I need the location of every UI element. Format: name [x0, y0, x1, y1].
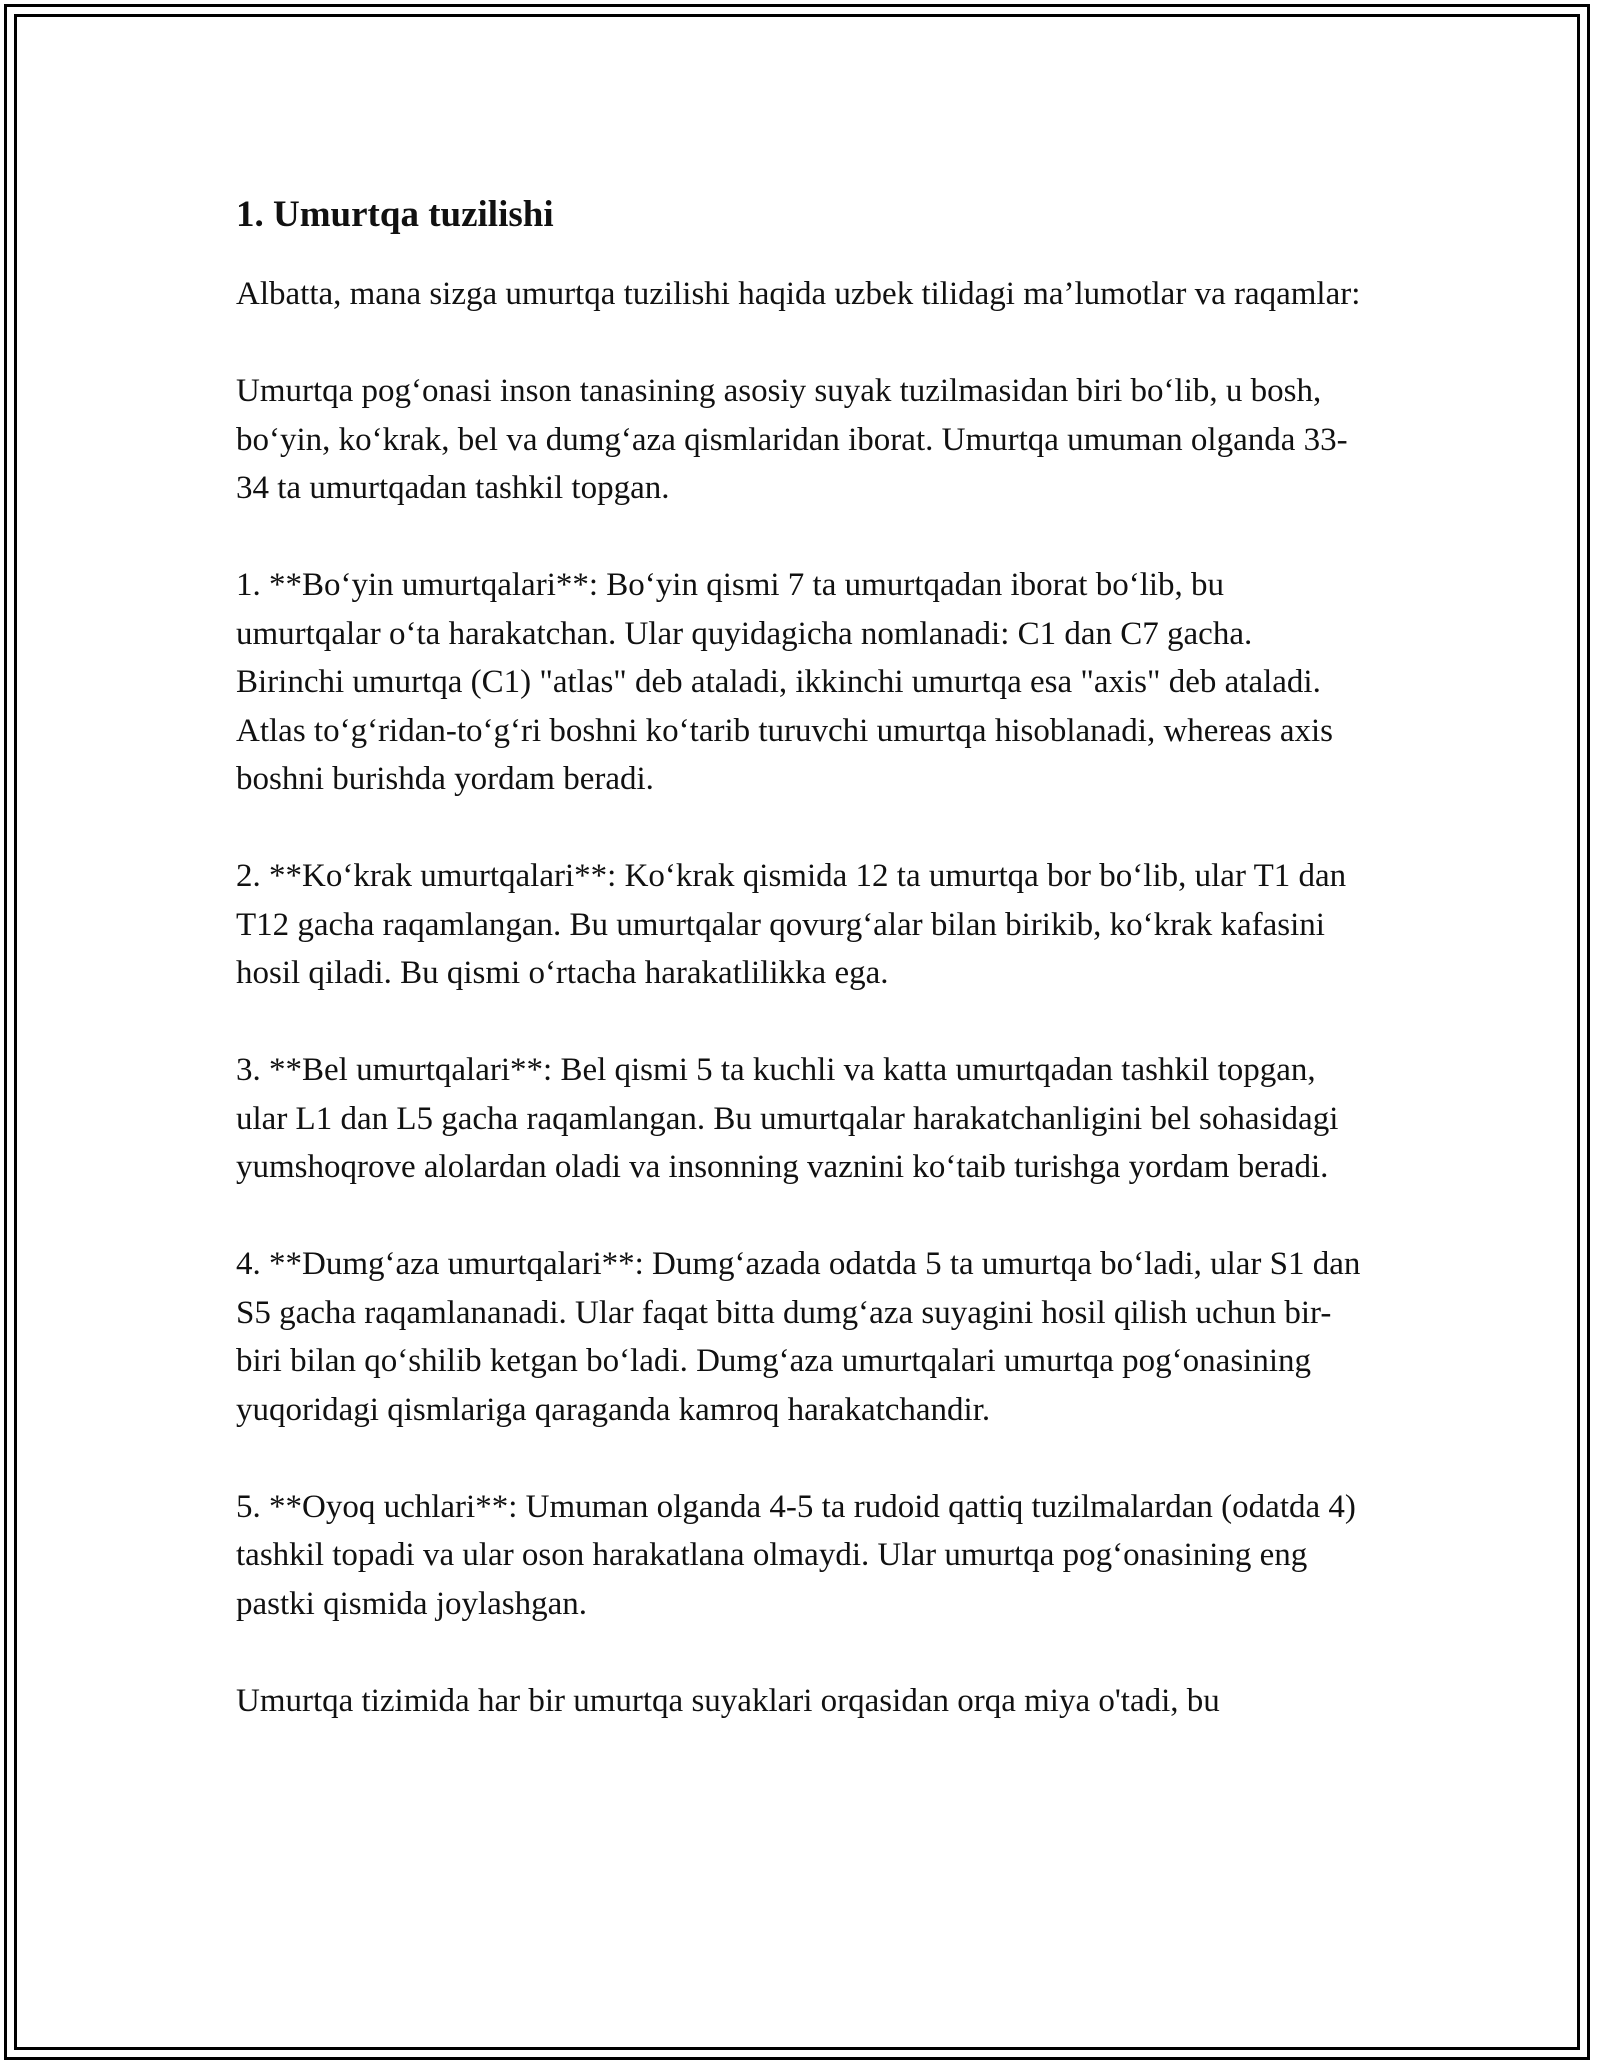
cervical-paragraph: 1. **Bo‘yin umurtqalari**: Bo‘yin qismi 7 ta umurtqadan iborat bo‘lib, bu umurtqalar o‘ta harakatchan. Ular quyidagicha nomlanadi: C1 dan C7 gacha. Birinchi umurtqa (C1) "atlas" deb ataladi, ikkinchi umurtqa esa "axis" deb ataladi. Atlas to‘g‘ridan-to‘g‘ri boshni ko‘tarib turuvchi umurtqa hisoblanadi, whereas axis boshni burishda yordam beradi.	[236, 567, 1333, 797]
document-body	[236, 188, 1366, 1774]
sacral-paragraph: 4. **Dumg‘aza umurtqalari**: Dumg‘azada odatda 5 ta umurtqa bo‘ladi, ular S1 dan S5 gacha raqamlananadi. Ular faqat bitta dumg‘aza suyagini hosil qilish uchun bir-biri bilan qo‘shilib ketgan bo‘ladi. Dumg‘aza umurtqalari umurtqa pog‘onasining yuqoridagi qismlariga qaraganda kamroq harakatchandir.	[236, 1246, 1361, 1428]
lumbar-paragraph: 3. **Bel umurtqalari**: Bel qismi 5 ta kuchli va katta umurtqadan tashkil topgan, ular L1 dan L5 gacha raqamlangan. Bu umurtqalar harakatchanligini bel sohasidagi yumshoqrove alolardan oladi va insonning vaznini ko‘taib turishga yordam beradi.	[236, 1052, 1339, 1185]
closing-paragraph: Umurtqa tizimida har bir umurtqa suyaklari orqasidan orqa miya o'tadi, bu	[236, 1682, 1220, 1719]
overview-paragraph: Umurtqa pog‘onasi inson tanasining asosiy suyak tuzilmasidan biri bo‘lib, u bosh, bo‘yin, ko‘krak, bel va dumg‘aza qismlaridan iborat. Umurtqa umuman olganda 33-34 ta umurtqadan tashkil topgan.	[236, 373, 1348, 506]
section-heading: 1. Umurtqa tuzilishi	[236, 194, 554, 235]
intro-paragraph: Albatta, mana sizga umurtqa tuzilishi haqida uzbek tilidagi ma’lumotlar va raqamlar:	[236, 276, 1361, 312]
coccyx-paragraph: 5. **Oyoq uchlari**: Umuman olganda 4-5 ta rudoid qattiq tuzilmalardan (odatda 4) tashkil topadi va ular oson harakatlana olmaydi. Ular umurtqa pog‘onasining eng pastki qismida joylashgan.	[236, 1488, 1356, 1622]
thoracic-paragraph: 2. **Ko‘krak umurtqalari**: Ko‘krak qismida 12 ta umurtqa bor bo‘lib, ular T1 dan T12 gacha raqamlangan. Bu umurtqalar qovurg‘alar bilan birikib, ko‘krak kafasini hosil qiladi. Bu qismi o‘rtacha harakatlilikka ega.	[236, 858, 1347, 991]
